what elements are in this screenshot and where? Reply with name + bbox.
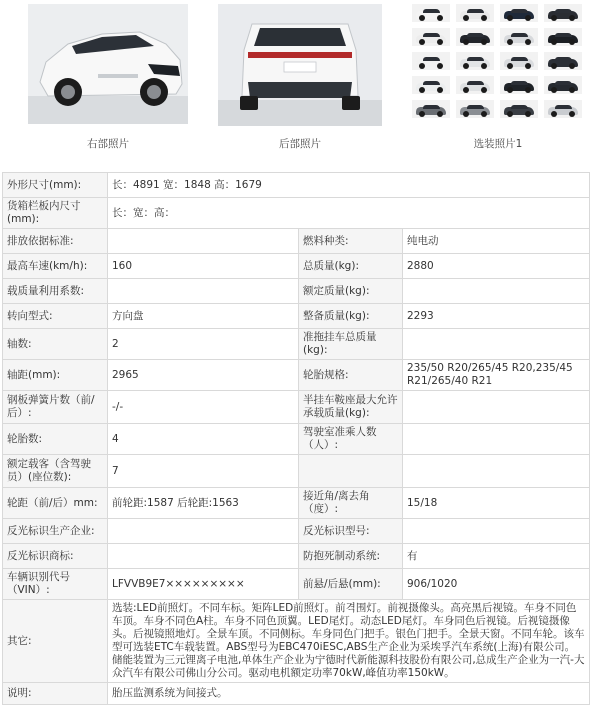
optional-thumbnail (412, 100, 450, 118)
spec-value: 15/18 (403, 488, 590, 519)
spec-value: -/- (108, 391, 299, 424)
optional-thumbnail (456, 28, 494, 46)
optional-thumbnail (544, 4, 582, 22)
spec-value: 235/50 R20/265/45 R20,235/45 R21/265/40 R21 (403, 360, 590, 391)
spec-table (2, 172, 590, 705)
photo-gallery (0, 0, 600, 160)
optional-thumbnail (412, 76, 450, 94)
spec-value-note: 胎压监测系统为间接式。 (108, 683, 590, 705)
optional-thumbnail (500, 76, 538, 94)
spec-value: 7 (108, 455, 299, 488)
optional-thumbnail (412, 28, 450, 46)
spec-key: 钢板弹簧片数（前/后）: (3, 391, 108, 424)
spec-key: 货箱栏板内尺寸(mm): (3, 198, 108, 229)
spec-row (3, 391, 590, 424)
optional-thumbnail (456, 100, 494, 118)
spec-value: 4 (108, 424, 299, 455)
spec-key: 轴数: (3, 329, 108, 360)
optional-photo[interactable] (410, 0, 586, 150)
spec-row (3, 544, 590, 569)
spec-key: 额定质量(kg): (299, 279, 403, 304)
spec-key: 额定载客（含驾驶员）(座位数): (3, 455, 108, 488)
spec-value (403, 279, 590, 304)
spec-value (403, 391, 590, 424)
spec-row (3, 229, 590, 254)
spec-row (3, 424, 590, 455)
spec-key: 轮胎规格: (299, 360, 403, 391)
spec-value (108, 519, 299, 544)
spec-value (403, 329, 590, 360)
spec-key: 载质量利用系数: (3, 279, 108, 304)
optional-thumbnail (500, 4, 538, 22)
rear-photo-image (218, 4, 382, 126)
optional-thumbnail (412, 52, 450, 70)
spec-row (3, 173, 590, 198)
spec-key: 接近角/离去角（度）: (299, 488, 403, 519)
spec-row (3, 304, 590, 329)
spec-value: 有 (403, 544, 590, 569)
spec-key: 轴距(mm): (3, 360, 108, 391)
spec-value (403, 455, 590, 488)
spec-value: 2880 (403, 254, 590, 279)
spec-value: 2293 (403, 304, 590, 329)
spec-key: 防抱死制动系统: (299, 544, 403, 569)
spec-value: 方向盘 (108, 304, 299, 329)
optional-thumbnail (544, 28, 582, 46)
spec-key: 转向型式: (3, 304, 108, 329)
spec-key: 半挂车鞍座最大允许承载质量(kg): (299, 391, 403, 424)
spec-value (108, 279, 299, 304)
spec-row-note (3, 683, 590, 705)
spec-row (3, 254, 590, 279)
rear-photo[interactable] (218, 0, 382, 150)
optional-thumbnail (500, 28, 538, 46)
spec-value (403, 424, 590, 455)
right-photo[interactable] (28, 0, 188, 150)
spec-value (108, 544, 299, 569)
spec-key: 燃料种类: (299, 229, 403, 254)
spec-key: 最高车速(km/h): (3, 254, 108, 279)
optional-thumbnail (412, 4, 450, 22)
spec-row (3, 279, 590, 304)
optional-thumbnail (456, 76, 494, 94)
rear-photo-caption: 后部照片 (279, 138, 321, 150)
spec-key: 外形尺寸(mm): (3, 173, 108, 198)
spec-row (3, 329, 590, 360)
optional-thumbnail (500, 52, 538, 70)
spec-key: 其它: (3, 600, 108, 683)
spec-value-other: 选装:LED前照灯。不同车标。矩阵LED前照灯。前격围灯。前视摄像头。高亮黑后视镜。车身不同色车顶。车身不同色A柱。车身不同色顶翼。LED尾灯。动态LED尾灯。车身同色后视镜。后视镜摄像头。后视镜照地灯。全景车顶。不同侧标。车身同色门把手。银色门把手。全景天窗。不同车轮。该车型可选装ETC车载装置。ABS型号为EBC470iESC,ABS生产企业为采埃孚汽车系统(上海)有限公司。储能装置为三元锂离子电池,单体生产企业为宁德时代新能源科技股份有限公司,总成生产企业为一汽-大众汽车有限公司佛山分公司。驱动电机额定功率70kW,峰值功率150kW。 (108, 600, 590, 683)
spec-key: 反光标识商标: (3, 544, 108, 569)
spec-value: 长：4891 宽：1848 高：1679 (108, 173, 590, 198)
spec-key: 驾驶室准乘人数（人）: (299, 424, 403, 455)
spec-key: 轮胎数: (3, 424, 108, 455)
spec-row (3, 519, 590, 544)
right-photo-image (28, 4, 188, 124)
spec-value (403, 519, 590, 544)
spec-value: 前轮距:1587 后轮距:1563 (108, 488, 299, 519)
optional-thumbnail (544, 76, 582, 94)
optional-thumbnail (544, 52, 582, 70)
spec-key: 总质量(kg): (299, 254, 403, 279)
spec-value: 160 (108, 254, 299, 279)
spec-key: 车辆识别代号（VIN）: (3, 569, 108, 600)
optional-thumbnail (456, 52, 494, 70)
spec-value: 906/1020 (403, 569, 590, 600)
right-photo-caption: 右部照片 (87, 138, 129, 150)
spec-key: 轮距（前/后）mm: (3, 488, 108, 519)
spec-key: 反光标识型号: (299, 519, 403, 544)
spec-row (3, 360, 590, 391)
spec-key: 反光标识生产企业: (3, 519, 108, 544)
spec-row (3, 455, 590, 488)
spec-key: 说明: (3, 683, 108, 705)
spec-key: 排放依据标准: (3, 229, 108, 254)
spec-value: 2 (108, 329, 299, 360)
spec-value: 长：宽：高： (108, 198, 590, 229)
optional-photo-caption: 选装照片1 (473, 138, 523, 150)
spec-value: LFVVB9E7××××××××× (108, 569, 299, 600)
spec-key: 整备质量(kg): (299, 304, 403, 329)
spec-key: 前悬/后悬(mm): (299, 569, 403, 600)
spec-key (299, 455, 403, 488)
spec-value: 2965 (108, 360, 299, 391)
spec-value (108, 229, 299, 254)
spec-row (3, 488, 590, 519)
spec-value: 纯电动 (403, 229, 590, 254)
optional-thumbnail (456, 4, 494, 22)
optional-thumbnail (544, 100, 582, 118)
spec-key: 准拖挂车总质量(kg): (299, 329, 403, 360)
spec-row-other (3, 600, 590, 683)
optional-photo-grid (412, 4, 584, 114)
optional-thumbnail (500, 100, 538, 118)
spec-row (3, 569, 590, 600)
spec-row (3, 198, 590, 229)
